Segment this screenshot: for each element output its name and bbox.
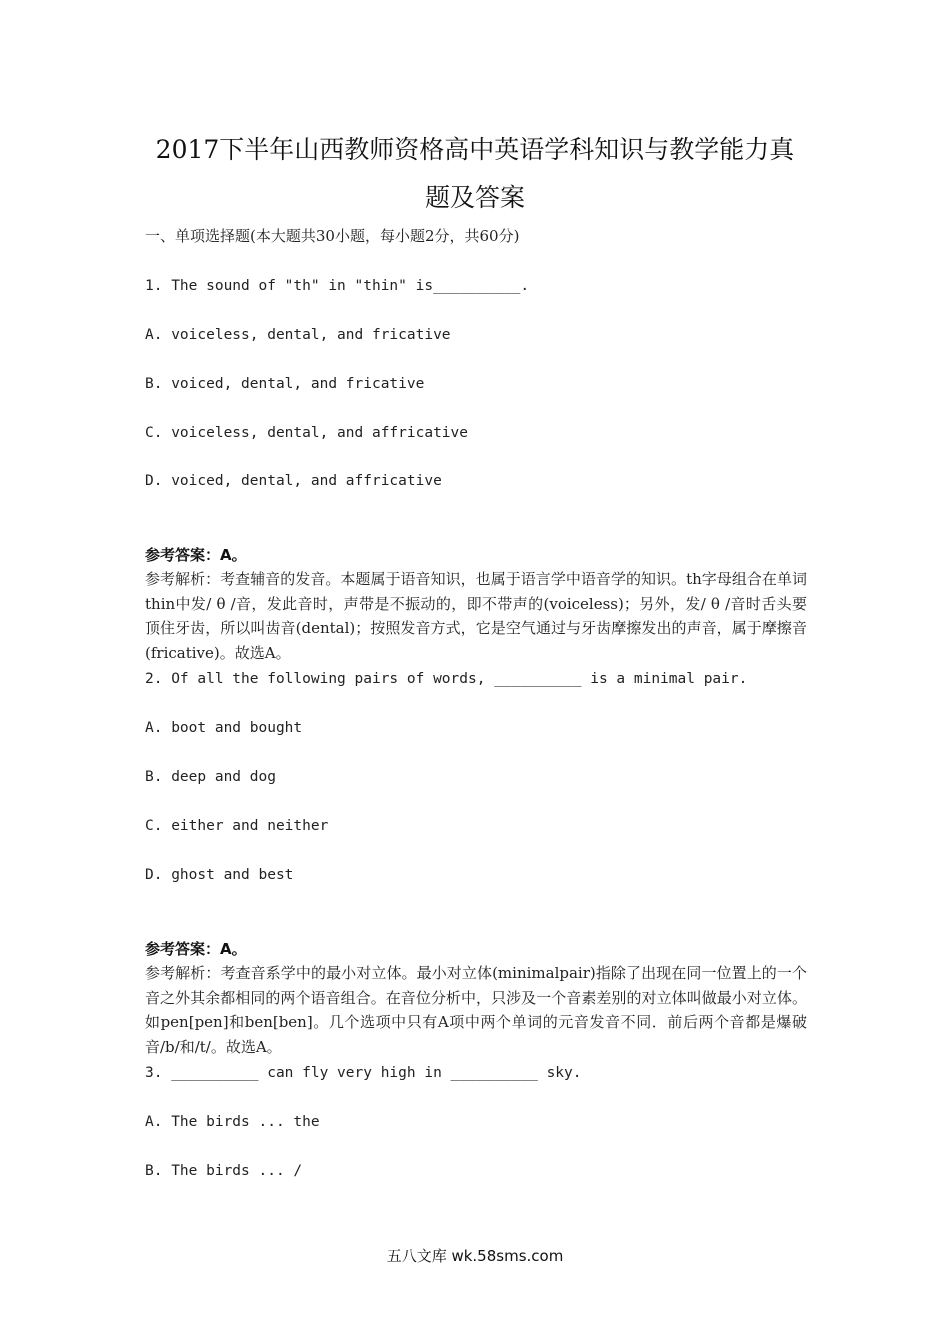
question-1-option-d: D. voiced, dental, and affricative (145, 473, 442, 489)
question-2-option-b: B. deep and dog (145, 769, 276, 785)
question-1-option-b: B. voiced, dental, and fricative (145, 376, 425, 392)
question-2-stem: 2. Of all the following pairs of words, __________ is a minimal pair. (145, 671, 748, 687)
section-heading: 一、单项选择题(本大题共30小题，每小题2分，共60分) (145, 227, 520, 245)
question-1-option-c: C. voiceless, dental, and affricative (145, 425, 469, 441)
question-1-answer: 参考答案：A。 (145, 546, 247, 564)
question-1-option-a: A. voiceless, dental, and fricative (145, 327, 451, 343)
question-2-explanation: 参考解析：考查音系学中的最小对立体。最小对立体(minimalpair)指除了出现在同一位置上的一个音之外其余都相同的两个语音组合。在音位分析中，只涉及一个音素差别的对立体叫做最小对立体。如pen[pen]和ben[ben]。几个选项中只有A项中两个单词的元音发音不同．前后两个音都是爆破音/b/和/t/。故选A。 (145, 964, 807, 1056)
question-1-stem: 1. The sound of "th" in "thin" is__________. (145, 278, 530, 294)
document-title-line1: 2017下半年山西教师资格高中英语学科知识与教学能力真 (155, 135, 795, 164)
question-1-explanation: 参考解析：考查辅音的发音。本题属于语音知识，也属于语言学中语音学的知识。th字母组合在单词thin中发/ θ /音，发此音时，声带是不振动的，即不带声的(voiceless)；另外，发/ θ /音时舌头要顶住牙齿，所以叫齿音(dental)；按照发音方式，它是空气通过与牙齿摩擦发出的声音，属于摩擦音(fricative)。故选A。 (145, 570, 807, 662)
question-3-stem: 3. __________ can fly very high in __________ sky. (145, 1065, 582, 1081)
question-2-option-d: D. ghost and best (145, 867, 294, 883)
question-2-option-c: C. either and neither (145, 818, 329, 834)
question-2-option-a: A. boot and bought (145, 720, 303, 736)
page-footer: 五八文库 wk.58sms.com (386, 1247, 564, 1265)
question-3-option-a: A. The birds ... the (145, 1114, 320, 1130)
question-3-option-b: B. The birds ... / (145, 1163, 303, 1179)
document-title-line2: 题及答案 (424, 183, 525, 212)
question-2-answer: 参考答案：A。 (145, 940, 247, 958)
